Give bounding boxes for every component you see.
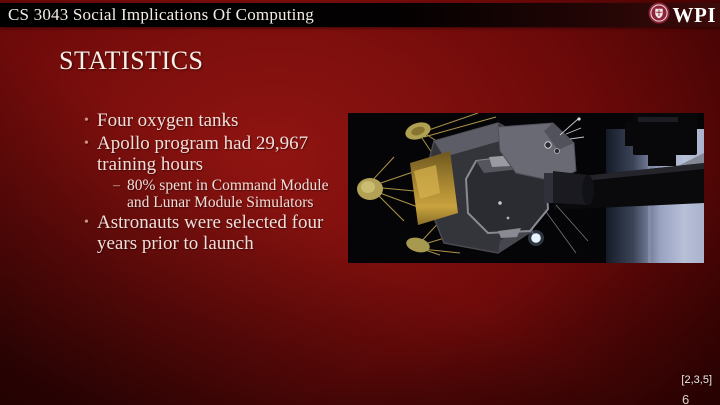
sub-bullet-text: 80% spent in Command Module and Lunar Module Simulators (127, 176, 329, 211)
slide-number: 6 (682, 392, 690, 405)
sub-bullet-list (97, 177, 347, 211)
bullet-text: Four oxygen tanks (97, 110, 239, 131)
lunar-module-photo (348, 113, 704, 263)
bullet-item (83, 133, 347, 211)
wpi-logo-text: WPI (672, 3, 716, 27)
citation: [2,3,5] (681, 374, 712, 386)
bullet-text: Apollo program had 29,967 training hours (97, 132, 309, 175)
bullet-item (83, 212, 347, 255)
wpi-logo (648, 4, 717, 27)
bullet-item (83, 110, 347, 132)
wpi-seal-icon (648, 2, 670, 29)
page-title: STATISTICS (59, 46, 204, 75)
bullet-list (83, 110, 347, 256)
course-title: CS 3043 Social Implications Of Computing (8, 5, 314, 24)
top-bar (0, 3, 720, 27)
sub-bullet-item (113, 177, 347, 211)
bullet-text: Astronauts were selected four years prior to launch (97, 211, 324, 254)
